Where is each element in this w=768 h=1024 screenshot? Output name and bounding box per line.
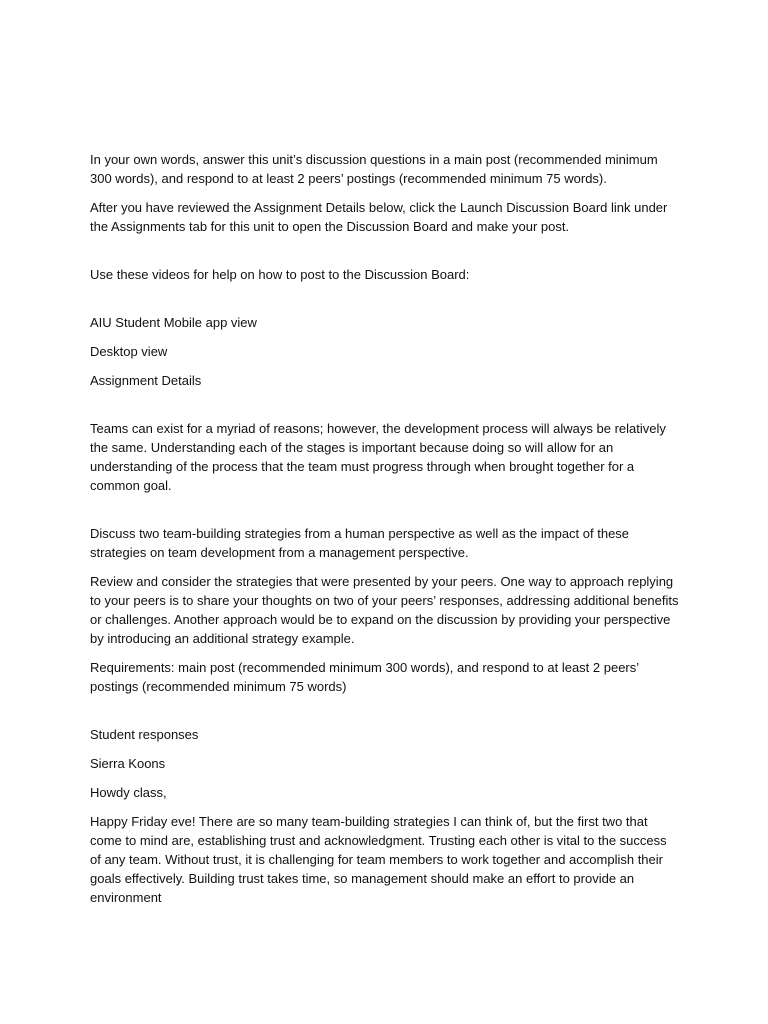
- student-name: Sierra Koons: [90, 756, 166, 771]
- discussion-prompt: Discuss two team-building strategies from a human perspective as well as the impact of these strategies on team development from a management perspective.: [90, 526, 630, 560]
- student-responses-heading: Student responses: [90, 727, 199, 742]
- peer-review-instructions: Review and consider the strategies that were presented by your peers. One way to approach replying to your peers is to share your thoughts on two of your peers’ responses, addressing additional benefits or challenges. Another approach would be to expand on the discussion by providing your perspective by introducing an additional strategy example.: [90, 574, 679, 646]
- assignment-details-heading: Assignment Details: [90, 373, 202, 388]
- greeting-text: Howdy class,: [90, 785, 167, 800]
- blank-line: [90, 246, 680, 265]
- blank-line: [90, 400, 680, 419]
- document-body: [90, 150, 680, 917]
- board-instructions: After you have reviewed the Assignment Details below, click the Launch Discussion Board link under the Assignments tab for this unit to open the Discussion Board and make your post.: [90, 200, 668, 234]
- student-response-text: Happy Friday eve! There are so many team-building strategies I can think of, but the first two that come to mind are, establishing trust and acknowledgment. Trusting each other is vital to the success of any team. Without trust, it is challenging for team members to work together and accomplish their goals effectively. Building trust takes time, so management should make an effort to provide an environment: [90, 814, 667, 905]
- intro-instructions: In your own words, answer this unit’s discussion questions in a main post (recommended minimum 300 words), and respond to at least 2 peers’ postings (recommended minimum 75 words).: [90, 152, 658, 186]
- desktop-view-text: Desktop view: [90, 344, 168, 359]
- blank-line: [90, 505, 680, 524]
- blank-line: [90, 294, 680, 313]
- blank-line: [90, 706, 680, 725]
- video-help-text: Use these videos for help on how to post to the Discussion Board:: [90, 267, 470, 282]
- teams-paragraph: Teams can exist for a myriad of reasons; however, the development process will always be relatively the same. Understanding each of the stages is important because doing so will allow for an understanding of the process that the team must progress through when brought together for a common goal.: [90, 421, 666, 493]
- mobile-app-view-text: AIU Student Mobile app view: [90, 315, 257, 330]
- requirements-text: Requirements: main post (recommended minimum 300 words), and respond to at least 2 peers’ postings (recommended minimum 75 words): [90, 660, 639, 694]
